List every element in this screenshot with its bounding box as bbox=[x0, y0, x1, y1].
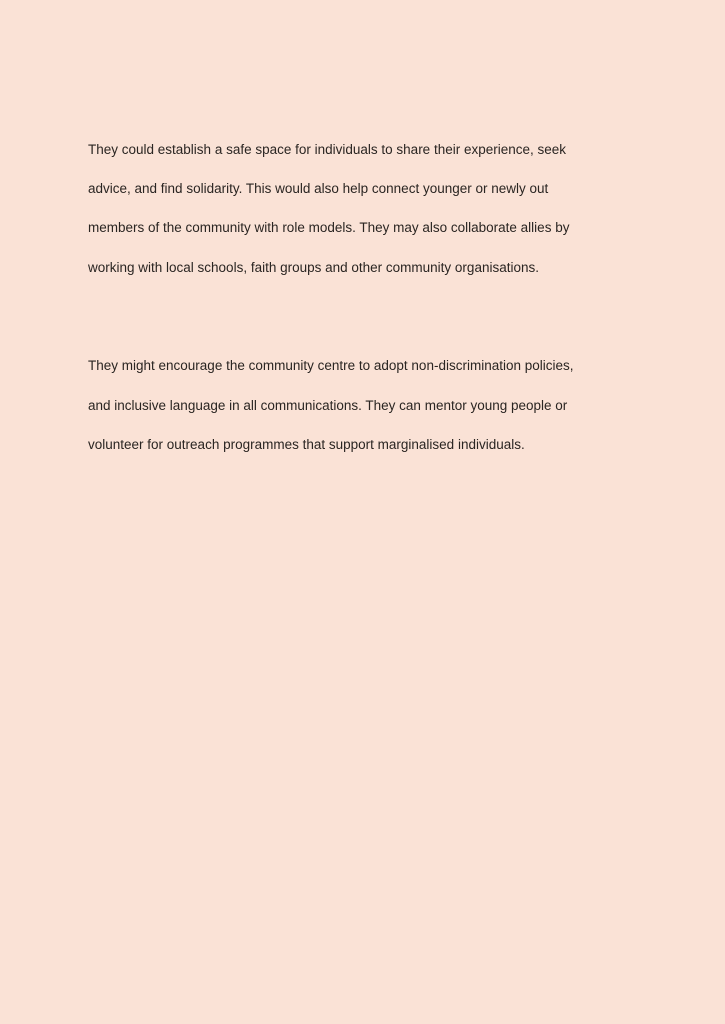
paragraph-2-line-2: and inclusive language in all communications. They can mentor young people or bbox=[88, 398, 568, 413]
paragraph-2-line-3: volunteer for outreach programmes that support marginalised individuals. bbox=[88, 437, 525, 452]
paragraph-1-line-1: They could establish a safe space for individuals to share their experience, seek bbox=[88, 142, 567, 157]
paragraph-1-line-2: advice, and find solidarity. This would also help connect younger or newly out bbox=[88, 181, 549, 196]
paragraph-1-line-3: members of the community with role models. They may also collaborate allies by bbox=[88, 220, 570, 235]
paragraph-2-line-1: They might encourage the community centre to adopt non-discrimination policies, bbox=[88, 358, 574, 373]
paragraph-1-line-4: working with local schools, faith groups and other community organisations. bbox=[88, 260, 539, 275]
